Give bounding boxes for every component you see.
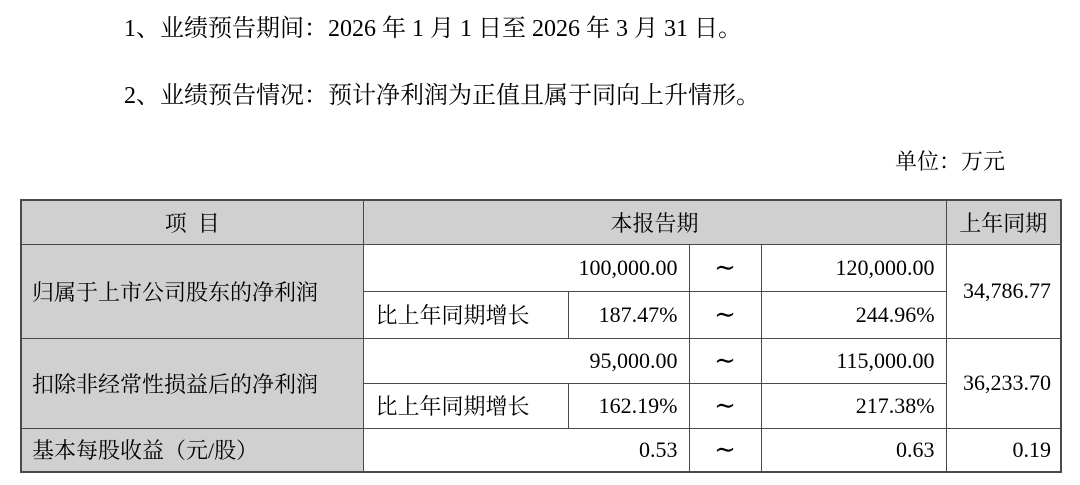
range-tilde: ∼	[689, 291, 761, 338]
range-tilde: ∼	[689, 244, 761, 291]
forecast-situation-line: 2、业绩预告情况：预计净利润为正值且属于同向上升情形。	[124, 83, 760, 109]
deducted-profit-growth-label: 比上年同期增长	[363, 383, 568, 428]
range-tilde: ∼	[689, 383, 761, 428]
eps-range-low: 0.53	[363, 428, 689, 472]
deducted-profit-range-high: 115,000.00	[761, 338, 946, 383]
deducted-profit-range-low: 95,000.00	[363, 338, 689, 383]
net-profit-prior-year-value: 34,786.77	[946, 244, 1061, 338]
net-profit-growth-high: 244.96%	[761, 291, 946, 338]
deducted-profit-growth-high: 217.38%	[761, 383, 946, 428]
table-row-net-profit	[21, 244, 1061, 291]
range-tilde: ∼	[689, 428, 761, 472]
header-prior-year-period: 上年同期	[946, 200, 1061, 244]
unit-label: 单位：万元	[894, 149, 1005, 174]
net-profit-range-low: 100,000.00	[363, 244, 689, 291]
forecast-period-line: 1、业绩预告期间：2026 年 1 月 1 日至 2026 年 3 月 31 日。	[124, 16, 742, 42]
net-profit-growth-low: 187.47%	[568, 291, 689, 338]
header-current-period: 本报告期	[363, 200, 946, 244]
range-tilde: ∼	[689, 338, 761, 383]
header-item: 项 目	[21, 200, 363, 244]
table-header-row	[21, 200, 1061, 244]
deducted-profit-prior-year-value: 36,233.70	[946, 338, 1061, 428]
earnings-forecast-table	[20, 199, 1062, 473]
table-row-eps	[21, 428, 1061, 472]
deducted-profit-item-label: 扣除非经常性损益后的净利润	[21, 338, 363, 428]
net-profit-range-high: 120,000.00	[761, 244, 946, 291]
deducted-profit-growth-low: 162.19%	[568, 383, 689, 428]
net-profit-item-label: 归属于上市公司股东的净利润	[21, 244, 363, 338]
eps-range-high: 0.63	[761, 428, 946, 472]
net-profit-growth-label: 比上年同期增长	[363, 291, 568, 338]
table-row-deducted-profit	[21, 338, 1061, 383]
eps-item-label: 基本每股收益（元/股）	[21, 428, 363, 472]
eps-prior-year-value: 0.19	[946, 428, 1061, 472]
